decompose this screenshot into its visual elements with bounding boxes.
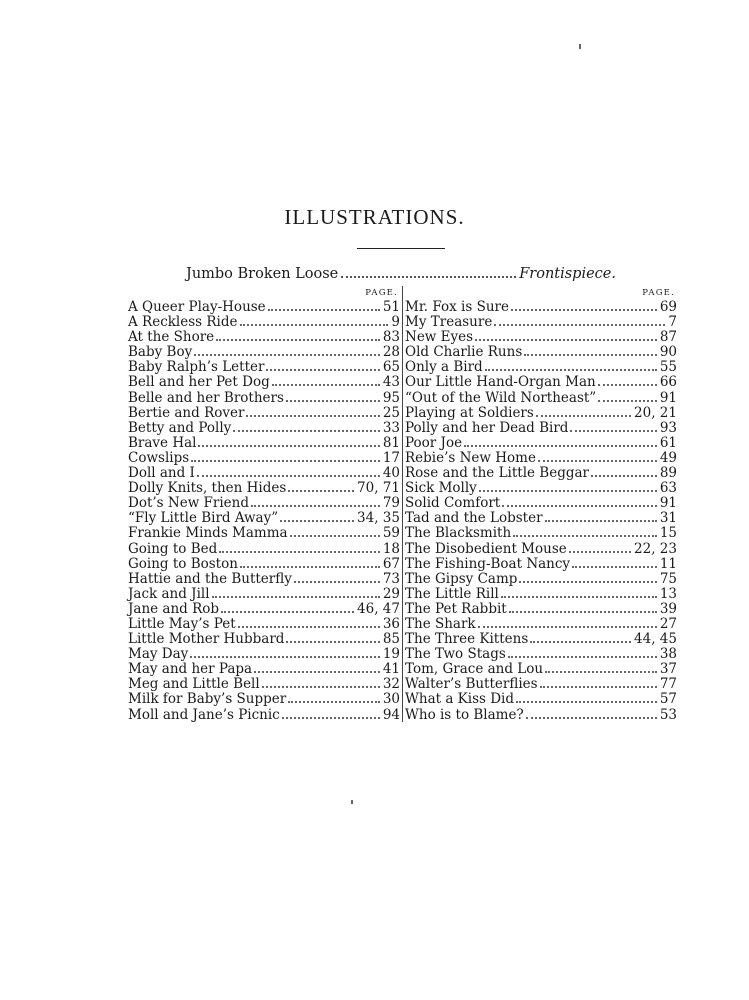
illustration-title: Our Little Hand-Organ Man [405, 374, 596, 391]
page-number: 29 [382, 585, 400, 602]
illustration-list-right [405, 300, 677, 723]
illustration-title: Meg and Little Bell [128, 676, 260, 693]
illustration-title: The Shark [405, 615, 476, 632]
list-item [405, 391, 677, 406]
list-item [405, 572, 677, 587]
list-item [405, 375, 677, 390]
list-item [128, 542, 400, 557]
list-item [128, 557, 400, 572]
illustration-title: Belle and her Brothers [128, 389, 284, 406]
dot-leader [485, 369, 657, 371]
dot-leader [286, 400, 380, 402]
dot-leader [294, 581, 380, 583]
dot-leader [240, 566, 380, 568]
list-item [405, 345, 677, 360]
illustration-title: Polly and her Dead Bird [405, 419, 569, 436]
illustration-title: Tad and the Lobster [405, 510, 543, 527]
illustration-title: Walter’s Butterflies [405, 676, 538, 693]
page-number: 91 [659, 389, 677, 406]
dot-leader [513, 535, 657, 537]
page-number: 87 [659, 329, 677, 346]
list-item [405, 511, 677, 526]
illustration-title: Frankie Minds Mamma [128, 525, 288, 542]
dot-leader [526, 717, 657, 719]
list-item [128, 632, 400, 647]
illustration-title: May and her Papa [128, 661, 253, 678]
page-number: 43 [382, 374, 400, 391]
illustration-title: Jack and Jill [128, 585, 210, 602]
dot-leader [501, 596, 657, 598]
illustration-title: The Disobedient Mouse [405, 540, 567, 557]
illustration-title: Mr. Fox is Sure [405, 299, 509, 315]
illustration-title: The Gipsy Camp [405, 570, 518, 587]
illustration-title: Only a Bird [405, 359, 483, 376]
illustration-title: Cowslips [128, 449, 190, 466]
illustration-title: The Fishing-Boat Nancy [405, 555, 571, 572]
dot-leader [216, 339, 380, 341]
illustration-title: The Three Kittens [405, 631, 529, 648]
dot-leader [536, 415, 631, 417]
dot-leader [570, 430, 656, 432]
list-item [405, 632, 677, 647]
dot-leader [479, 490, 657, 492]
illustration-title: Little May’s Pet [128, 615, 236, 632]
list-item [128, 602, 400, 617]
list-item [405, 692, 677, 707]
list-item [128, 647, 400, 662]
illustration-title: Baby Boy [128, 344, 193, 361]
illustration-title: The Blacksmith [405, 525, 512, 542]
list-item [405, 617, 677, 632]
illustration-title: Baby Ralph’s Letter [128, 359, 265, 376]
dot-leader [272, 384, 380, 386]
page-number: 34, 35 [357, 510, 400, 527]
page-number: 66 [659, 374, 677, 391]
dot-leader [251, 505, 380, 507]
illustration-title: The Little Rill [405, 585, 499, 602]
illustration-title: New Eyes [405, 329, 474, 346]
dot-leader [262, 686, 380, 688]
list-item [128, 375, 400, 390]
dot-leader [266, 369, 379, 371]
dot-leader [519, 581, 656, 583]
page-number: 94 [382, 706, 400, 723]
page-number: 93 [659, 419, 677, 436]
illustration-title: Poor Joe [405, 434, 463, 451]
dot-leader [598, 384, 657, 386]
dot-leader [545, 671, 657, 673]
column-divider [402, 286, 403, 722]
page-number: 7 [668, 314, 677, 331]
page-number: 49 [659, 449, 677, 466]
page-number: 55 [659, 359, 677, 376]
page-number: 53 [659, 706, 677, 723]
dot-leader [530, 641, 631, 643]
page-number: 65 [382, 359, 400, 376]
list-item [128, 481, 400, 496]
page-number: 79 [382, 495, 400, 512]
list-item [405, 330, 677, 345]
dot-leader [545, 520, 657, 522]
dot-leader [516, 701, 657, 703]
page-number: 15 [659, 525, 677, 542]
illustration-title: A Queer Play-House [128, 299, 266, 315]
page-number: 83 [382, 329, 400, 346]
dot-leader [598, 400, 657, 402]
page-number: 28 [382, 344, 400, 361]
illustration-title: Rose and the Little Beggar [405, 465, 590, 482]
illustration-title: My Treasure [405, 314, 493, 331]
illustration-title: Who is to Blame? [405, 706, 524, 723]
list-item [128, 300, 400, 315]
list-item [405, 360, 677, 375]
list-item [405, 587, 677, 602]
page-number: 67 [382, 555, 400, 572]
page-number: 30 [382, 691, 400, 708]
page-number: 51 [382, 299, 400, 315]
page-number: 33 [382, 419, 400, 436]
page-number: 11 [659, 555, 677, 572]
dot-leader [282, 717, 380, 719]
list-item [128, 421, 400, 436]
illustration-title: The Two Stags [405, 646, 506, 663]
page-number: 91 [659, 495, 677, 512]
page-number: 39 [659, 600, 677, 617]
list-item [128, 572, 400, 587]
page-number: 89 [659, 465, 677, 482]
illustration-title: Dolly Knits, then Hides [128, 480, 287, 497]
page-number: 59 [382, 525, 400, 542]
illustration-title: Betty and Polly [128, 419, 232, 436]
illustration-title: At the Shore [128, 329, 215, 346]
page-number: 18 [382, 540, 400, 557]
list-item [405, 677, 677, 692]
page-number: 41 [382, 661, 400, 678]
list-item [128, 708, 400, 723]
list-item [405, 496, 677, 511]
illustration-title: Going to Bed [128, 540, 218, 557]
list-item [405, 542, 677, 557]
dot-leader [478, 626, 657, 628]
list-item [128, 360, 400, 375]
illustration-title: Rebie’s New Home [405, 449, 536, 466]
list-item [128, 345, 400, 360]
list-item [405, 647, 677, 662]
page-number: 17 [382, 449, 400, 466]
list-item [405, 315, 677, 330]
frontispiece-title: Jumbo Broken Loose [186, 266, 339, 282]
list-item [128, 662, 400, 677]
illustration-title: What a Kiss Did [405, 691, 515, 708]
list-item [128, 526, 400, 541]
page-number: 9 [391, 314, 400, 331]
title-rule [357, 248, 445, 249]
dot-leader [190, 656, 380, 658]
list-item [128, 406, 400, 421]
dot-leader [286, 641, 379, 643]
dot-leader [240, 324, 389, 326]
page-number: 25 [382, 404, 400, 421]
page-number: 69 [659, 299, 677, 315]
list-item [405, 436, 677, 451]
frontispiece-entry [186, 266, 616, 288]
dot-leader [538, 460, 657, 462]
page-number: 13 [659, 585, 677, 602]
scan-speck [579, 44, 581, 49]
illustrations-column-right [405, 286, 677, 723]
illustration-title: Dot’s New Friend [128, 495, 249, 512]
dot-leader [221, 611, 354, 613]
page-number: 27 [659, 615, 677, 632]
page-number: 19 [382, 646, 400, 663]
page-title: ILLUSTRATIONS. [284, 205, 465, 229]
dot-leader [569, 551, 631, 553]
page-number: 37 [659, 661, 677, 678]
list-item [128, 511, 400, 526]
page-number: 95 [382, 389, 400, 406]
dot-leader [254, 671, 380, 673]
dot-leader [540, 686, 657, 688]
dot-leader [191, 460, 380, 462]
dot-leader [268, 309, 380, 311]
page-number: 57 [659, 691, 677, 708]
page-number: 73 [382, 570, 400, 587]
dot-leader [280, 520, 354, 522]
list-item [128, 315, 400, 330]
dot-leader [572, 566, 657, 568]
page-number: 44, 45 [634, 631, 677, 648]
page-number: 32 [382, 676, 400, 693]
illustration-list-left [128, 300, 400, 723]
list-item [405, 662, 677, 677]
dot-leader [464, 445, 657, 447]
illustration-title: Solid Comfort [405, 495, 501, 512]
page-number: 77 [659, 676, 677, 693]
list-item [405, 602, 677, 617]
illustration-title: Old Charlie Runs [405, 344, 523, 361]
dot-leader [194, 354, 380, 356]
illustration-title: Bell and her Pet Dog [128, 374, 270, 391]
list-item [405, 526, 677, 541]
page-number: 85 [382, 631, 400, 648]
illustration-title: “Out of the Wild Northeast” [405, 389, 597, 406]
illustration-title: The Pet Rabbit [405, 600, 507, 617]
page-number: 81 [382, 434, 400, 451]
page-number: 63 [659, 480, 677, 497]
page-number: 46, 47 [357, 600, 400, 617]
page-number: 20, 21 [634, 404, 677, 421]
dot-leader [246, 415, 379, 417]
list-item [405, 451, 677, 466]
dot-leader [341, 275, 516, 278]
illustration-title: A Reckless Ride [128, 314, 238, 331]
page-number: 31 [659, 510, 677, 527]
illustration-title: Bertie and Rover [128, 404, 245, 421]
page-number: 61 [659, 434, 677, 451]
dot-leader [290, 535, 380, 537]
dot-leader [198, 445, 379, 447]
list-item [128, 677, 400, 692]
list-item [128, 496, 400, 511]
illustration-title: Milk for Baby’s Supper [128, 691, 287, 708]
list-item [405, 481, 677, 496]
list-item [128, 466, 400, 481]
list-item [128, 436, 400, 451]
illustration-title: Brave Hal [128, 434, 197, 451]
page-number: 70, 71 [357, 480, 400, 497]
page-number: 38 [659, 646, 677, 663]
list-item [405, 421, 677, 436]
illustration-title: Going to Boston [128, 555, 238, 572]
page-column-header: PAGE. [642, 288, 675, 298]
illustrations-column-left [128, 286, 400, 723]
list-item [405, 466, 677, 481]
dot-leader [288, 490, 354, 492]
page-number: 36 [382, 615, 400, 632]
illustration-title: Tom, Grace and Lou [405, 661, 544, 678]
illustration-title: Moll and Jane’s Picnic [128, 706, 280, 723]
list-item [128, 451, 400, 466]
page-column-header: PAGE. [365, 288, 398, 298]
page-number: 90 [659, 344, 677, 361]
frontispiece-page: Frontispiece. [519, 266, 616, 282]
page-number: 40 [382, 465, 400, 482]
illustration-title: Hattie and the Butterfly [128, 570, 292, 587]
illustration-title: “Fly Little Bird Away” [128, 510, 279, 527]
list-item [405, 406, 677, 421]
list-item [405, 300, 677, 315]
dot-leader [591, 475, 657, 477]
dot-leader [219, 551, 380, 553]
dot-leader [475, 339, 657, 341]
illustration-title: Jane and Rob [128, 600, 220, 617]
illustration-title: Playing at Soldiers [405, 404, 534, 421]
dot-leader [212, 596, 380, 598]
list-item [128, 391, 400, 406]
dot-leader [524, 354, 657, 356]
list-item [128, 617, 400, 632]
illustration-title: May Day [128, 646, 189, 663]
scan-speck [351, 800, 353, 804]
page-number: 22, 23 [634, 540, 677, 557]
dot-leader [288, 701, 380, 703]
dot-leader [197, 475, 380, 477]
dot-leader [238, 626, 380, 628]
illustration-title: Sick Molly [405, 480, 477, 497]
dot-leader [511, 309, 657, 311]
dot-leader [502, 505, 657, 507]
list-item [405, 708, 677, 723]
list-item [128, 692, 400, 707]
list-item [128, 330, 400, 345]
list-item [405, 557, 677, 572]
dot-leader [509, 611, 657, 613]
illustration-title: Doll and I [128, 465, 195, 482]
illustration-title: Little Mother Hubbard [128, 631, 285, 648]
dot-leader [233, 430, 380, 432]
dot-leader [494, 324, 665, 326]
dot-leader [508, 656, 657, 658]
page-number: 75 [659, 570, 677, 587]
list-item [128, 587, 400, 602]
